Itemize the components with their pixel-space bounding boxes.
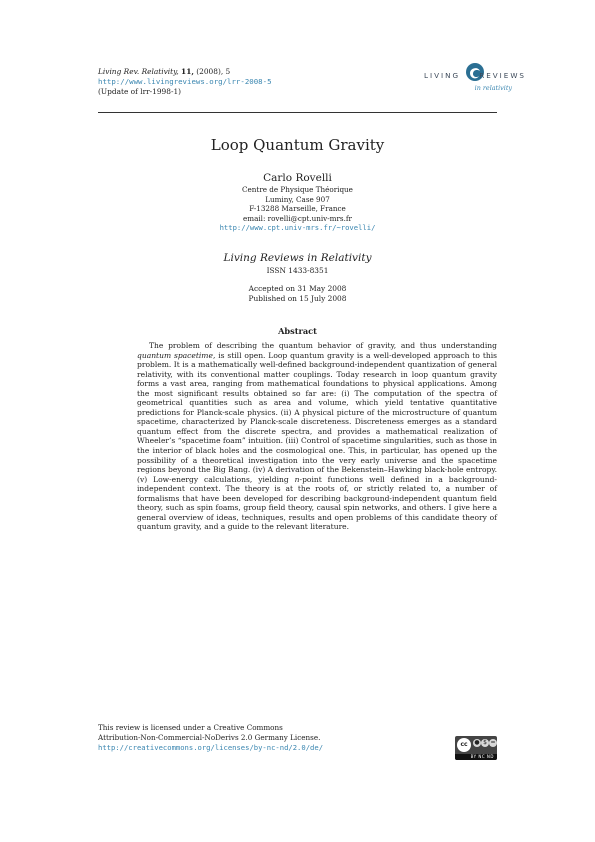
logo-reviews-text: REVIEWS	[479, 71, 526, 80]
author-email[interactable]: email: rovelli@cpt.univ-mrs.fr	[243, 213, 352, 223]
journal-title: Living Reviews in Relativity	[223, 252, 372, 264]
year-page: (2008), 5	[196, 67, 231, 76]
logo-tagline: in relativity	[474, 84, 512, 92]
abstract-emphasis: n	[294, 474, 300, 484]
header-divider	[98, 112, 497, 113]
living-reviews-logo[interactable]	[424, 62, 526, 94]
abstract-text-part: -point functions well defined in a background-independent context. The theory is at the roots of, or strictly related to, a number of formalisms that have been developed for describing background-independent quantum field theory, such as spin foams, group field theory, causal spin networks, and others. I give here a general overview of ideas, techniques, results and open problems of this candidate theory of quantum gravity, and a guide to the relevant literature.	[137, 474, 497, 532]
abstract-text-part: The problem of describing the quantum behavior of gravity, and thus understanding	[149, 341, 497, 350]
license-notice	[98, 723, 323, 753]
creative-commons-badge[interactable]	[455, 736, 497, 760]
license-url-link[interactable]: http://creativecommons.org/licenses/by-nc-nd/2.0/de/	[98, 743, 324, 752]
journal-name: Living Rev. Relativity,	[98, 67, 179, 76]
journal-citation	[98, 67, 272, 97]
abstract-text-part: , is still open. Loop quantum gravity is a well-developed approach to this problem. It is a mathematically well-defined background-independent quantization of general relativity, with its conventional matter couplings. Today research in loop quantum gravity forms a vast area, ranging from mathematical foundations to physical applications. Among the most significant results obtained so far are: (i) The computation of the spectra of geometrical quantities such as area and volume, which yield tentative quantitative predictions for Planck-scale physics. (ii) A physical picture of the microstructure of quantum spacetime, characterized by Planck-scale discreteness. Discreteness emerges as a standard quantum effect from the discrete spectra, and provides a mathematical realization of Wheeler’s “spacetime foam” intuition. (iii) Control of spacetime singularities, such as those in the interior of black holes and the cosmological one. This, in particular, has opened up the possibility of a theoretical investigation into the very early universe and the spacetime regions beyond the Big Bang. (iv) A derivation of the Bekenstein–Hawking black-hole entropy. (v) Low-energy calculations, yielding	[137, 350, 498, 484]
paper-title: Loop Quantum Gravity	[210, 136, 385, 154]
abstract-body	[137, 341, 497, 532]
abstract-emphasis: quantum spacetime	[137, 350, 213, 360]
logo-living-text: LIVING	[424, 71, 461, 80]
affiliation-line: Centre de Physique Théorique	[242, 185, 353, 194]
affiliation-line: Luminy, Case 907	[265, 194, 330, 204]
issn: ISSN 1433-8351	[266, 266, 329, 275]
cc-icon: cc	[457, 738, 471, 752]
update-note: (Update of lrr-1998-1)	[98, 87, 182, 96]
license-line: This review is licensed under a Creative Commons	[98, 723, 283, 732]
noncommercial-icon: $	[481, 739, 489, 747]
cc-badge-labels: BY NC ND	[455, 754, 497, 760]
affiliation-line: F-13288 Marseille, France	[249, 204, 346, 213]
abstract-heading: Abstract	[278, 326, 317, 336]
article-url-link[interactable]: http://www.livingreviews.org/lrr-2008-5	[98, 77, 272, 86]
citation-line	[98, 67, 272, 77]
published-date: Published on 15 July 2008	[248, 293, 347, 303]
publication-dates	[98, 284, 497, 303]
author-name: Carlo Rovelli	[263, 172, 332, 184]
volume-number: 11,	[181, 67, 194, 76]
author-affiliation	[98, 185, 497, 233]
license-line: Attribution-Non-Commercial-NoDerivs 2.0 Germany License.	[98, 733, 321, 742]
attribution-icon: ●	[474, 739, 480, 746]
noderivs-icon: =	[490, 739, 496, 746]
accepted-date: Accepted on 31 May 2008	[248, 284, 347, 293]
author-homepage-link[interactable]: http://www.cpt.univ-mrs.fr/~rovelli/	[219, 223, 376, 232]
